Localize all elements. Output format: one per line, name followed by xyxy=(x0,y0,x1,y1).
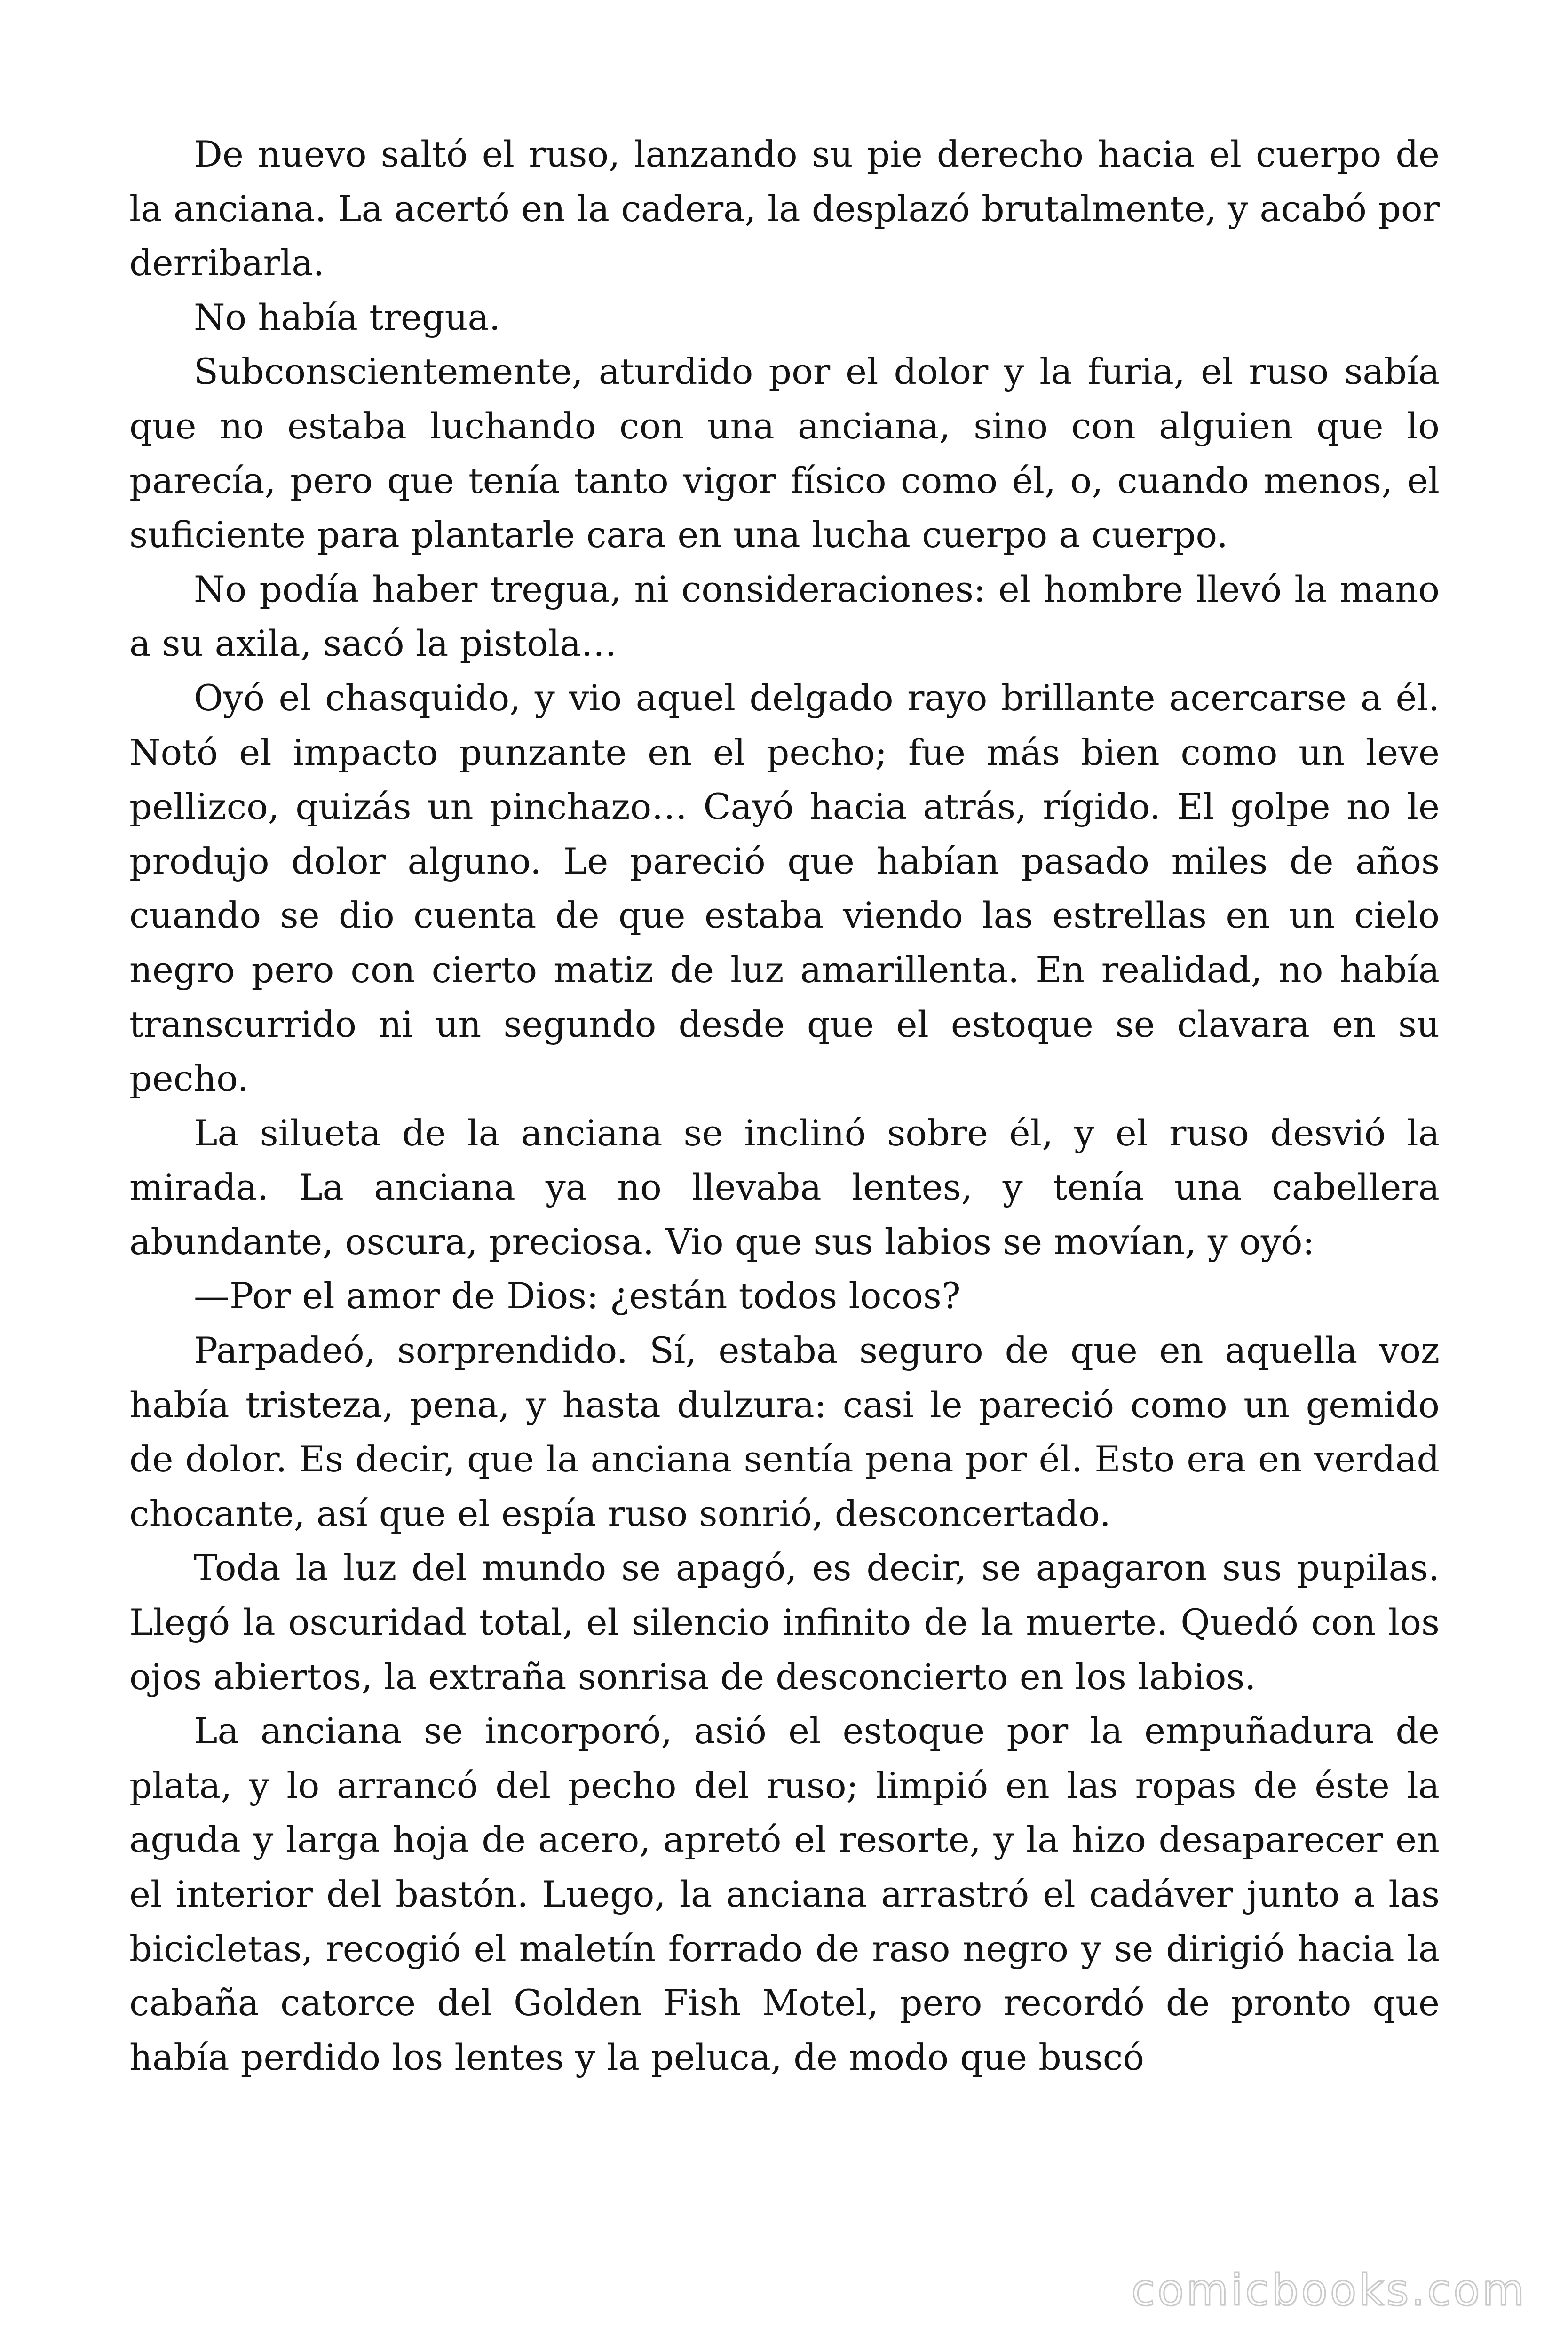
paragraph: Toda la luz del mundo se apagó, es decir, se apagaron sus pupilas. Llegó la oscuridad total, el silencio infinito de la muerte. Quedó con los ojos abiertos, la extraña sonrisa de desconcierto en los labios. xyxy=(129,1547,1440,1698)
paragraph: No había tregua. xyxy=(194,296,501,338)
paragraph: —Por el amor de Dios: ¿están todos locos? xyxy=(194,1275,961,1317)
paragraph: La anciana se incorporó, asió el estoque por la empuñadura de plata, y lo arrancó del pecho del ruso; limpió en las ropas de éste la aguda y larga hoja de acero, apretó el resorte, y la hizo desaparecer en el interior del bastón. Luego, la anciana arrastró el cadáver junto a las bicicletas, recogió el maletín forrado de raso negro y se dirigió hacia la cabaña catorce del Golden Fish Motel, pero recordó de pronto que había perdido los lentes y la peluca, de modo que buscó xyxy=(129,1710,1440,2078)
paragraph: La silueta de la anciana se inclinó sobre él, y el ruso desvió la mirada. La anciana ya no llevaba lentes, y tenía una cabellera abundante, oscura, preciosa. Vio que sus labios se movían, y oyó: xyxy=(129,1112,1440,1263)
paragraph: De nuevo saltó el ruso, lanzando su pie derecho hacia el cuerpo de la anciana. La acertó en la cadera, la desplazó brutalmente, y acabó por derribarla. xyxy=(129,133,1440,284)
paragraph: Oyó el chasquido, y vio aquel delgado rayo brillante acercarse a él. Notó el impacto punzante en el pecho; fue más bien como un leve pellizco, quizás un pinchazo… Cayó hacia atrás, rígido. El golpe no le produjo dolor alguno. Le pareció que habían pasado miles de años cuando se dio cuenta de que estaba viendo las estrellas en un cielo negro pero con cierto matiz de luz amarillenta. En realidad, no había transcurrido ni un segundo desde que el estoque se clavara en su pecho. xyxy=(129,676,1440,1100)
book-page-text xyxy=(129,127,1440,2084)
paragraph: No podía haber tregua, ni consideraciones: el hombre llevó la mano a su axila, sacó la pistola… xyxy=(129,568,1440,665)
watermark: comicbooks.com xyxy=(1131,2265,1527,2315)
paragraph: Parpadeó, sorprendido. Sí, estaba seguro de que en aquella voz había tristeza, pena, y hasta dulzura: casi le pareció como un gemido de dolor. Es decir, que la anciana sentía pena por él. Esto era en verdad chocante, así que el espía ruso sonrió, desconcertado. xyxy=(129,1329,1440,1534)
paragraph: Subconscientemente, aturdido por el dolor y la furia, el ruso sabía que no estaba luchando con una anciana, sino con alguien que lo parecía, pero que tenía tanto vigor físico como él, o, cuando menos, el suficiente para plantarle cara en una lucha cuerpo a cuerpo. xyxy=(129,350,1440,556)
